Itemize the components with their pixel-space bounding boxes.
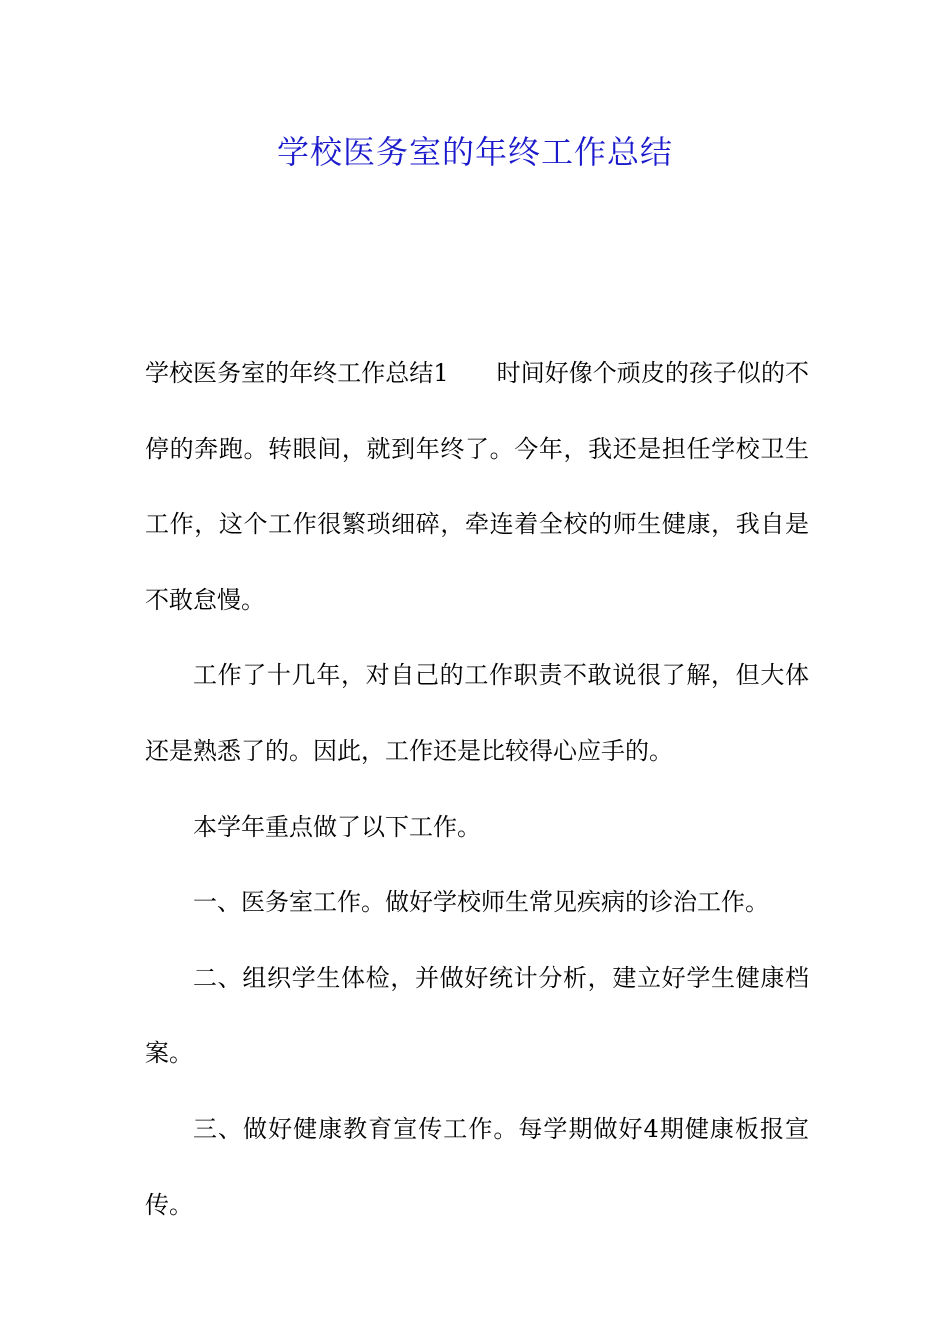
document-title: 学校医务室的年终工作总结 bbox=[276, 133, 673, 171]
paragraph-work-heading: 本学年重点做了以下工作。 bbox=[193, 812, 481, 841]
paragraph-experience: 工作了十几年，对自己的工作职责不敢说很了解，但大体还是熟悉了的。因此，工作还是比较得心应手的。 bbox=[145, 661, 809, 765]
document-body bbox=[145, 336, 809, 1243]
paragraph-item-2: 二、组织学生体检，并做好统计分析，建立好学生健康档案。 bbox=[145, 963, 809, 1068]
paragraph-item-1: 一、医务室工作。做好学校师生常见疾病的诊治工作。 bbox=[193, 888, 769, 917]
paragraph-item-3: 三、做好健康教育宣传工作。每学期做好4期健康板报宣传。 bbox=[145, 1114, 809, 1219]
paragraph-intro: 学校医务室的年终工作总结1 时间好像个顽皮的孩子似的不停的奔跑。转眼间，就到年终了。今年，我还是担任学校卫生工作，这个工作很繁琐细碎，牵连着全校的师生健康，我自是不敢怠慢。 bbox=[145, 359, 809, 614]
